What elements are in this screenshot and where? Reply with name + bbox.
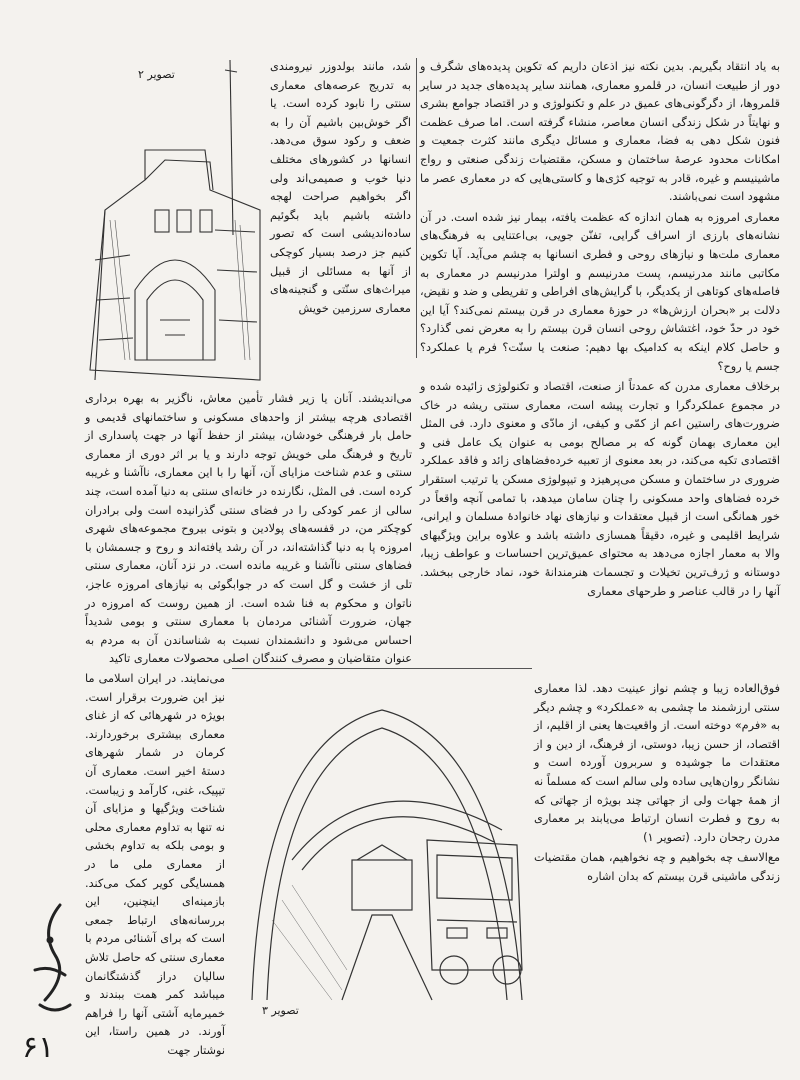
left-middle-text-column <box>85 390 412 666</box>
paragraph: می‌نمایند. در ایران اسلامی ما نیز این ضرورت برقرار است. بویژه در شهرهائی که از غنای معماری بیشتری برخوردارند. کرمان در شمار شهرهای دستهٔ اخیر است. معماری آن تیپیک، غنی، کارآمد و زیباست. شناخت ویژگیها و مزایای آن نه تنها به تداوم معماری محلی و بومی بلکه به تداوم بخشی از معماری ملی ما در همسایگی کویر کمک می‌کند. بازمینه‌ای اینچنین، این بررسانه‌های ارتباط جمعی است که برای آشنائی مردم با معماری سنتی که حاصل تلاش سالیان دراز گذشتگانمان میباشد کمر همت ببندند و خمیرمایه آشتی آنها را فراهم آورند. در همین راستا، این نوشتار جهت <box>85 672 225 1057</box>
figure-2-sketch <box>85 60 265 385</box>
column-divider <box>416 58 417 358</box>
kerman-calligraphy-logo <box>20 900 80 1020</box>
paragraph: به یاد انتقاد بگیریم. بدین نکته نیز اذعان داریم که تکوین پدیده‌های شگرف و دور از طبیعت انسان، در قلمرو معماری، همانند سایر پدیده‌های جدید در سایر قلمروها، از دگرگونی‌های عمیق در علم و تکنولوژی و در اقتصاد جوامع بشری و نهایتاً در شکل زندگی انسان معاصر، منشاء گرفته است. اما صرف عظمت فنون شکل دهی به فضا، معماری و مسائل دیگری مانند کثرت جمعیت و امکانات محدود عرصهٔ ساختمان و مسکن، مقتضیات زندگی صنعتی و رواج ماشینیسم و غیره، قادر به توجیه کژی‌ها و کاستی‌هایی که در معماری عصر ما مشهود است نمی‌باشند. <box>420 60 780 204</box>
page-number: ۶۱ <box>22 1030 55 1065</box>
left-lower-text-column <box>85 670 225 1057</box>
figure-frame-top <box>232 668 532 669</box>
kerman-logo <box>20 900 80 1024</box>
figure-3-sketch <box>232 670 532 1000</box>
alley-sketch-image <box>85 60 265 385</box>
arch-vehicle-sketch-image <box>232 670 532 1000</box>
paragraph: می‌اندیشند. آنان یا زیر فشار تأمین معاش، ناگزیر به بهره برداری اقتصادی هرچه بیشتر از واحدهای مسکونی و ساختمانهای قدیمی و حامل بار فرهنگی خودشان، بیشتر از حفظ آنها در جهت پاسداری از تاریخ و فرهنگ ملی خویش توجه دارند و یا بر اثر دوری از معماری سنتی و عدم شناخت مزایای آن، آنها را با این معماری، ناآشنا و غریبه کرده است. فی المثل، نگارنده در خانه‌ای سنتی به دنیا آمده است، چند سالی از عمر کودکی را در فضای سنتی گذرانیده است ولی برادران کوچکتر من، در قفسه‌های پولادین و بتونی بیروح مجموعه‌های شهری امروزه پا به دنیا گذاشته‌اند، در آن رشد یافته‌اند و روح و جسمشان با فضاهای سنتی ناآشنا و غریبه مانده است. در نزد آنان، معماری سنتی تلی از خشت و گل است که در جوابگوئی به نیازهای امروزه عاجز، ناتوان و محکوم به فنا شده است. از همین روست که امروزه در جهان، ضرورت آشنائی مردمان با معماری سنتی و بومی شدیداً احساس می‌شود و دانشمندان نسبت به شناساندن آن به مردم به عنوان متقاضیان و مصرف کنندگان اصلی محصولات معماری تاکید <box>85 392 412 666</box>
paragraph: شد، مانند بولدوزر نیرومندی به تدریج عرصه‌های معماری سنتی را نابود کرده است. یا اگر خوش‌بین باشیم آن را به ضعف و رکود سوق می‌دهد. انسانها در کشورهای مختلف دنیا خوب و صمیمی‌اند ولی اگر بخواهیم صراحت لهجه داشته باشیم باید بگوئیم ساده‌اندیشی است که تصور کنیم جز درصد بسیار کوچکی از آنها به مسائلی از قبیل میراث‌های سنّتی و گنجینه‌های معماری سرزمین خویش <box>270 60 411 315</box>
paragraph: برخلاف معماری مدرن که عمدتاً از صنعت، اقتصاد و تکنولوژی زائیده شده و در مجموع عملکردگرا و تجارت پیشه است، معماری سنتی ریشه در خاک ضرورت‌های راستین اعم از کمّی و کیفی، از مادّی و معنوی دارد. فی المثل این معماری بهمان گونه که بر مصالح بومی به عنوان یک عامل فنی و اقتصادی تکیه می‌کند، در بعد معنوی از تعبیه خرده‌فضاهای زائد و فاقد عملکرد ضروری در ساختمان و مسکن می‌پرهیزد و تیپولوژی مسکن یا ترتیب استقرار خرده فضاهای واحد مسکونی را چنان سامان میدهد، با تمامی آنچه واقعاً در خور همانگی است از قبیل معتقدات و نیازهای نهاد خانوادهٔ مسلمان و ایرانی، شرایط اقلیمی و غیره، دقیقاً همسازی داشته باشد و علاوه براین ویژگیهای والا به معمار اجازه می‌دهد به محتوای عمیق‌ترین احساسات و عواطف زیبا، دوستانه و ژرف‌ترین تخیلات و تجسمات هنرمندانهٔ خود، نماد خارجی ببخشد. آنها را در قالب عناصر و طرحهای معماری <box>420 380 780 598</box>
paragraph: معماری امروزه به همان اندازه که عظمت یافته، بیمار نیز شده است. در آن نشانه‌های بارزی از اسراف گرایی، تفنّن جویی، بی‌اعتنایی به فرهنگ‌های معماری ملت‌ها و نیازهای روحی و فطری انسانها به چشم می‌آید. آیا تکوین مکاتبی مانند مدرنیسم، پست مدرنیسم و اولترا مدرنیسم در معماری به فاصله‌های کوتاهی از یکدیگر، با گرایش‌های افراطی و تفریطی و ضد و نقیض، دلالت بر «بحران ارزش‌ها» در حوزهٔ معماری در قرن بیستم نمی‌کند؟ آیا این خود در حدّ خود، اغتشاش روحی انسان قرن بیستم را به معرض نمی گذارد؟ و حاصل کلام اینکه به کدامیک بها دهیم: صنعت یا سنّت؟ فرم یا عملکرد؟ جسم یا روح؟ <box>420 210 780 373</box>
paragraph: مع‌الاسف چه بخواهیم و چه نخواهیم، همان مقتضیات زندگی ماشینی قرن بیستم که بدان اشاره <box>534 851 780 883</box>
figure-2-caption: تصویر ۲ <box>138 68 175 81</box>
paragraph: فوق‌العاده زیبا و چشم نواز عینیت دهد. لذا معماری سنتی ارزشمند ما چشمی به «عملکرد» و چشم دیگر به «فرم» دوخته است. از واقعیت‌ها یعنی از اقلیم، از اقتصاد، از حسن زیبا، دوستی، از فرهنگ، از دین و از معتقدات ما جوشیده و سربرون آورده است و نشانگر روان‌هایی ساده ولی سالم است که مسلماً نه از همهٔ جهات ولی از جهاتی چند بویژه از جهاتی که به روح و فطرت انسان ارتباط می‌یابند بر معماری مدرن رجحان دارد. (تصویر ۱) <box>534 682 780 844</box>
figure-3-caption: تصویر ۳ <box>262 1004 299 1017</box>
right-lower-text-column <box>534 680 780 998</box>
left-top-text-column <box>270 58 411 392</box>
